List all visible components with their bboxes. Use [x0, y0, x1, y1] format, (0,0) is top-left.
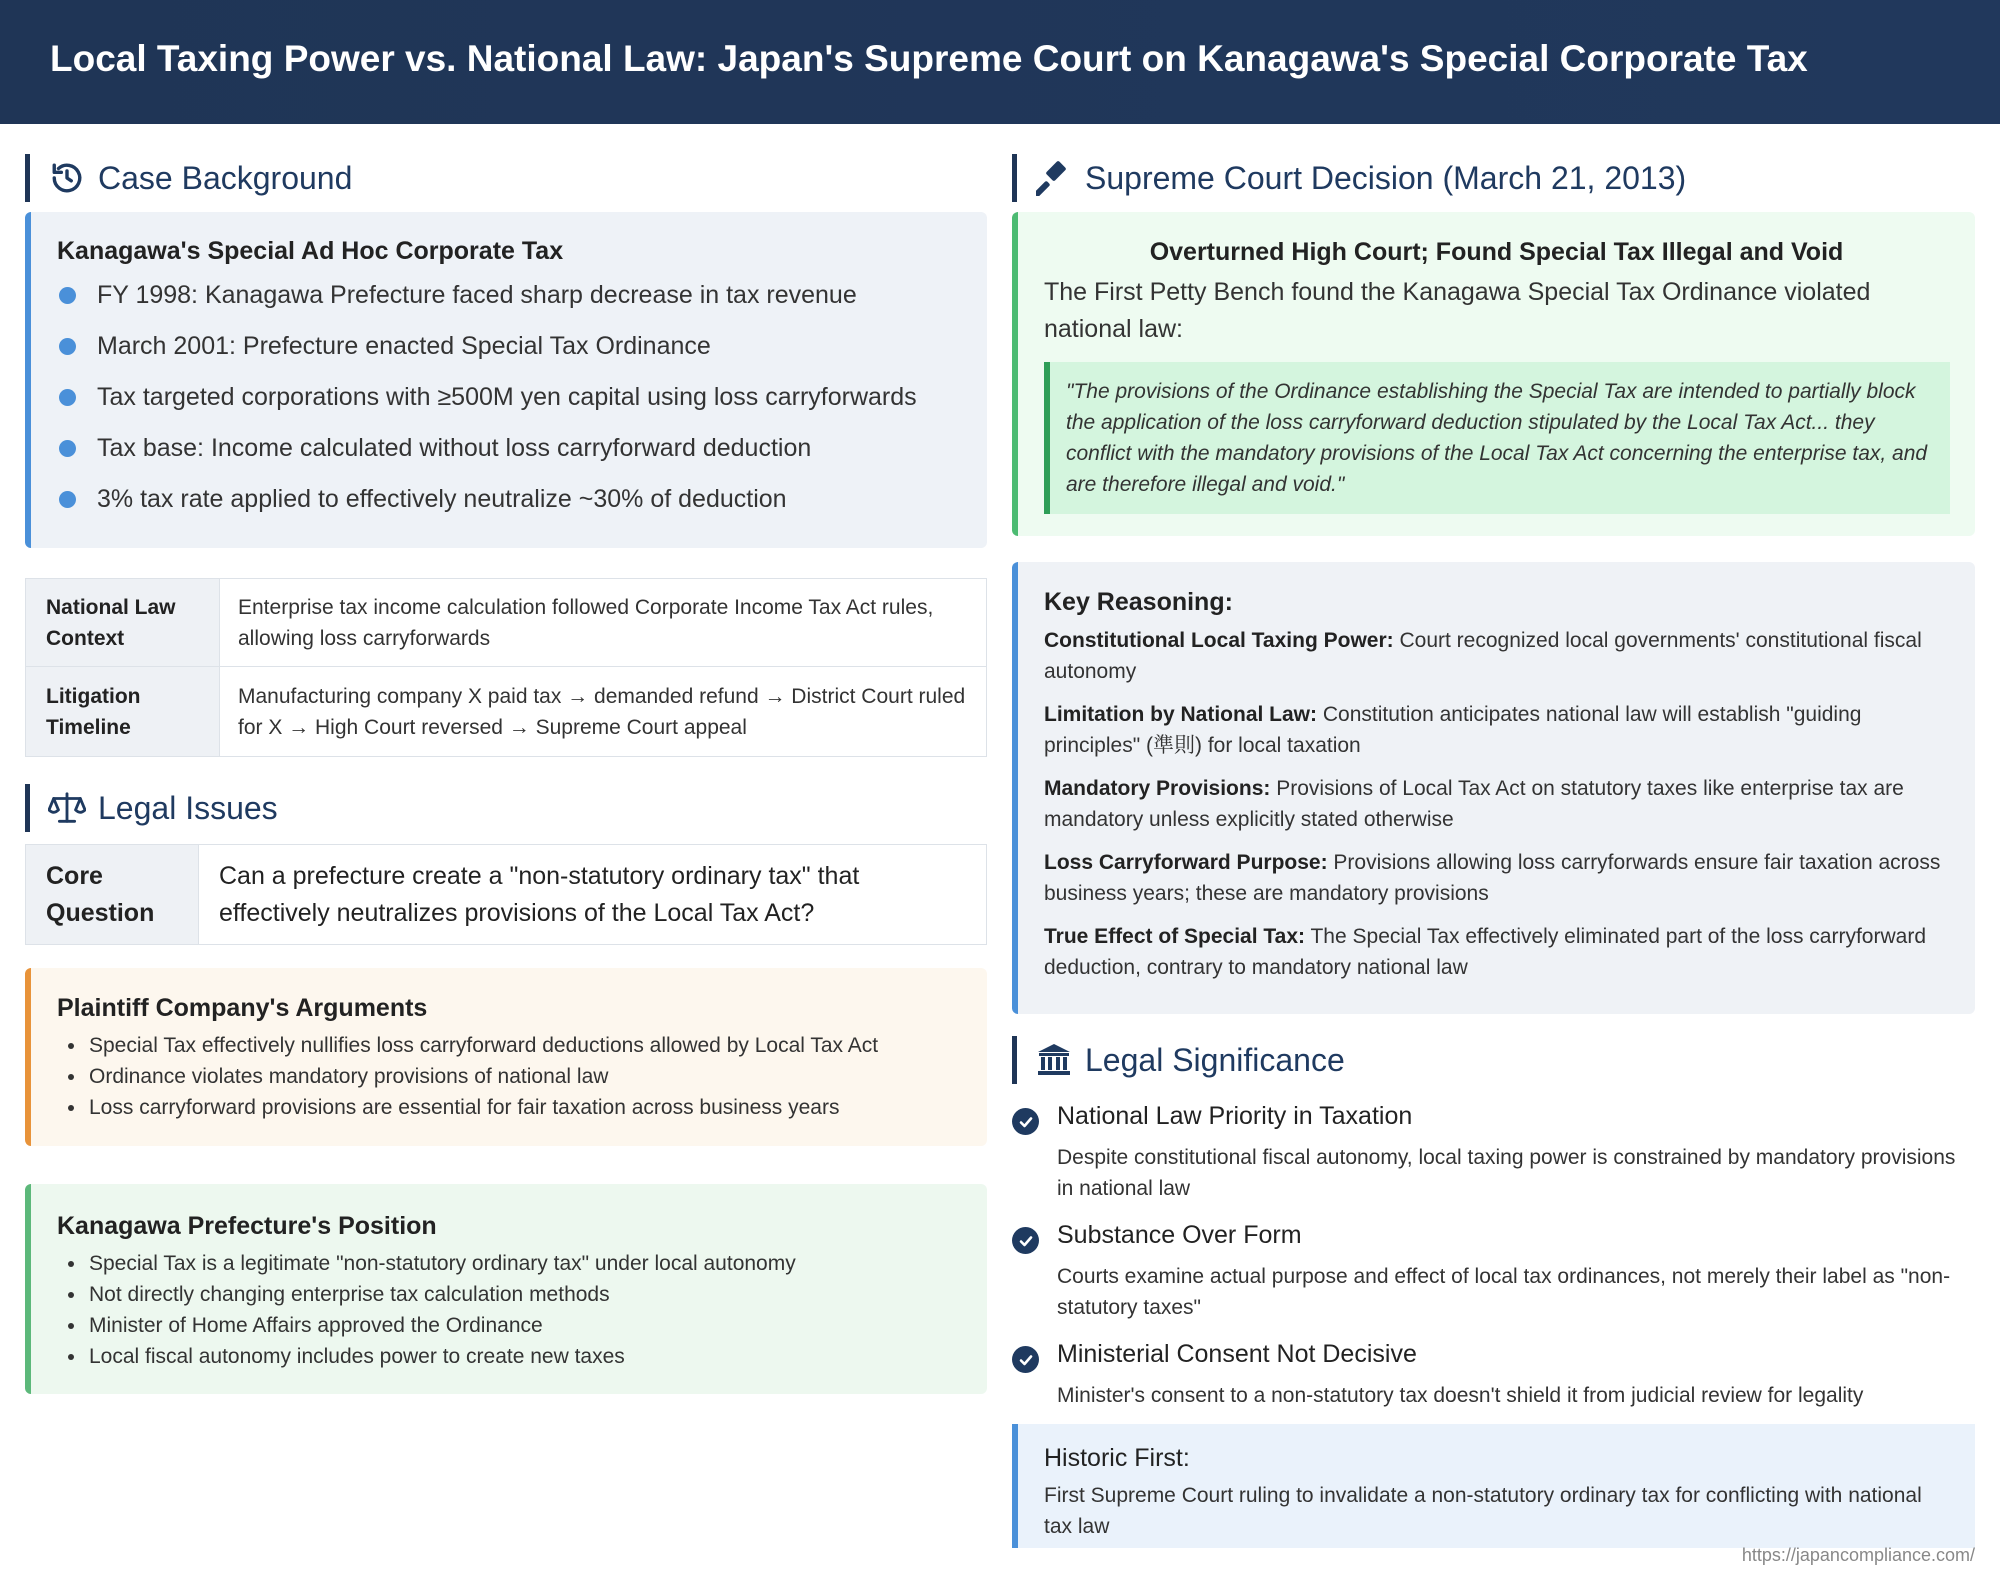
section-title-text: Case Background [98, 159, 353, 196]
section-title-text: Supreme Court Decision (March 21, 2013) [1085, 159, 1687, 196]
historic-panel [1012, 1424, 1975, 1548]
table-value: Manufacturing company X paid tax → demanded refund → District Court ruled for X → High Court reversed → Supreme Court appeal [220, 667, 987, 757]
background-bullets [57, 281, 977, 536]
check-circle-icon [1012, 1108, 1039, 1135]
prefecture-list [57, 1248, 977, 1372]
decision-panel [1012, 212, 1975, 536]
list-item: Special Tax effectively nullifies loss carryforward deductions allowed by Local Tax Act [57, 1030, 977, 1061]
reasoning-title: Key Reasoning: [1044, 588, 1233, 616]
check-circle-icon [1012, 1227, 1039, 1254]
bullet-dot [59, 338, 76, 355]
decision-intro: The First Petty Bench found the Kanagawa Special Tax Ordinance violated national law: [1044, 278, 1871, 343]
significance-desc: Minister's consent to a non-statutory tax doesn't shield it from judicial review for legality [1057, 1384, 1864, 1407]
list-item: Tax base: Income calculated without loss carryforward deduction [57, 434, 977, 463]
section-title-significance [1012, 1036, 1975, 1084]
significance-desc: Despite constitutional fiscal autonomy, local taxing power is constrained by mandatory provisions in national law [1057, 1146, 1956, 1200]
scale-balance-icon [48, 789, 86, 827]
section-title-background [25, 154, 987, 202]
core-question-table [25, 844, 987, 945]
significance-title: National Law Priority in Taxation [1057, 1102, 1413, 1130]
core-question-key: Core Question [26, 845, 199, 945]
table-key: National Law Context [26, 579, 220, 667]
core-question-value: Can a prefecture create a "non-statutory ordinary tax" that effectively neutralizes provisions of the Local Tax Act? [199, 845, 987, 945]
list-item: Local fiscal autonomy includes power to create new taxes [57, 1341, 977, 1372]
plaintiff-list [57, 1030, 977, 1123]
reasoning-panel [1012, 562, 1975, 1014]
historic-text: First Supreme Court ruling to invalidate a non-statutory ordinary tax for conflicting with national tax law [1044, 1484, 1922, 1538]
bullet-dot [59, 491, 76, 508]
reasoning-item: Limitation by National Law: Constitution anticipates national law will establish "guiding principles" (準則) for local taxation [1044, 703, 1862, 757]
decision-headline: Overturned High Court; Found Special Tax Illegal and Void [1149, 238, 1844, 266]
section-title-decision [1012, 154, 1975, 202]
background-panel-title: Kanagawa's Special Ad Hoc Corporate Tax [57, 237, 564, 265]
section-title-text: Legal Significance [1085, 1041, 1345, 1078]
table-row [26, 845, 987, 945]
page-title: Local Taxing Power vs. National Law: Japan's Supreme Court on Kanagawa's Special Corporate Tax [50, 38, 1808, 79]
list-item: March 2001: Prefecture enacted Special Tax Ordinance [57, 332, 977, 361]
table-row [26, 579, 987, 667]
significance-item [1012, 1221, 1975, 1331]
section-title-text: Legal Issues [98, 789, 278, 826]
decision-quote: "The provisions of the Ordinance establishing the Special Tax are intended to partially block the application of the loss carryforward deduction stipulated by the Local Tax Act... they conflict with the mandatory provisions of the Local Tax Act concerning the enterprise tax, and are therefore illegal and void." [1044, 362, 1950, 514]
prefecture-title: Kanagawa Prefecture's Position [57, 1212, 437, 1240]
bullet-dot [59, 287, 76, 304]
list-item: Minister of Home Affairs approved the Ordinance [57, 1310, 977, 1341]
plaintiff-title: Plaintiff Company's Arguments [57, 994, 428, 1022]
context-table [25, 578, 987, 757]
reasoning-list [1044, 625, 1959, 995]
reasoning-item: Mandatory Provisions: Provisions of Local Tax Act on statutory taxes like enterprise tax are mandatory unless explicitly stated otherwise [1044, 777, 1904, 831]
list-item: Not directly changing enterprise tax calculation methods [57, 1279, 977, 1310]
gavel-icon [1035, 159, 1073, 197]
list-item: Tax targeted corporations with ≥500M yen capital using loss carryforwards [57, 383, 977, 412]
list-item: Special Tax is a legitimate "non-statutory ordinary tax" under local autonomy [57, 1248, 977, 1279]
footer-url: https://japancompliance.com/ [1741, 1545, 1975, 1565]
significance-title: Substance Over Form [1057, 1221, 1302, 1249]
history-icon [48, 159, 86, 197]
plaintiff-panel [25, 968, 987, 1146]
list-item: 3% tax rate applied to effectively neutralize ~30% of deduction [57, 485, 977, 514]
section-title-issues [25, 784, 987, 832]
list-item: FY 1998: Kanagawa Prefecture faced sharp decrease in tax revenue [57, 281, 977, 310]
bullet-dot [59, 440, 76, 457]
list-item: Ordinance violates mandatory provisions of national law [57, 1061, 977, 1092]
check-circle-icon [1012, 1346, 1039, 1373]
historic-title: Historic First: [1044, 1444, 1190, 1472]
background-panel [25, 212, 987, 548]
table-value: Enterprise tax income calculation followed Corporate Income Tax Act rules, allowing loss carryforwards [220, 579, 987, 667]
list-item: Loss carryforward provisions are essential for fair taxation across business years [57, 1092, 977, 1123]
table-row [26, 667, 987, 757]
page-header [0, 0, 2000, 124]
reasoning-item: Constitutional Local Taxing Power: Court recognized local governments' constitutional fiscal autonomy [1044, 629, 1922, 683]
reasoning-item: Loss Carryforward Purpose: Provisions allowing loss carryforwards ensure fair taxation across business years; these are mandatory provisions [1044, 851, 1941, 905]
significance-title: Ministerial Consent Not Decisive [1057, 1340, 1417, 1368]
landmark-icon [1035, 1041, 1073, 1079]
prefecture-panel [25, 1184, 987, 1394]
bullet-dot [59, 389, 76, 406]
reasoning-item: True Effect of Special Tax: The Special Tax effectively eliminated part of the loss carryforward deduction, contrary to mandatory national law [1044, 925, 1926, 979]
significance-desc: Courts examine actual purpose and effect of local tax ordinances, not merely their label as "non-statutory taxes" [1057, 1265, 1951, 1319]
table-key: Litigation Timeline [26, 667, 220, 757]
significance-item [1012, 1340, 1975, 1420]
significance-item [1012, 1102, 1975, 1212]
